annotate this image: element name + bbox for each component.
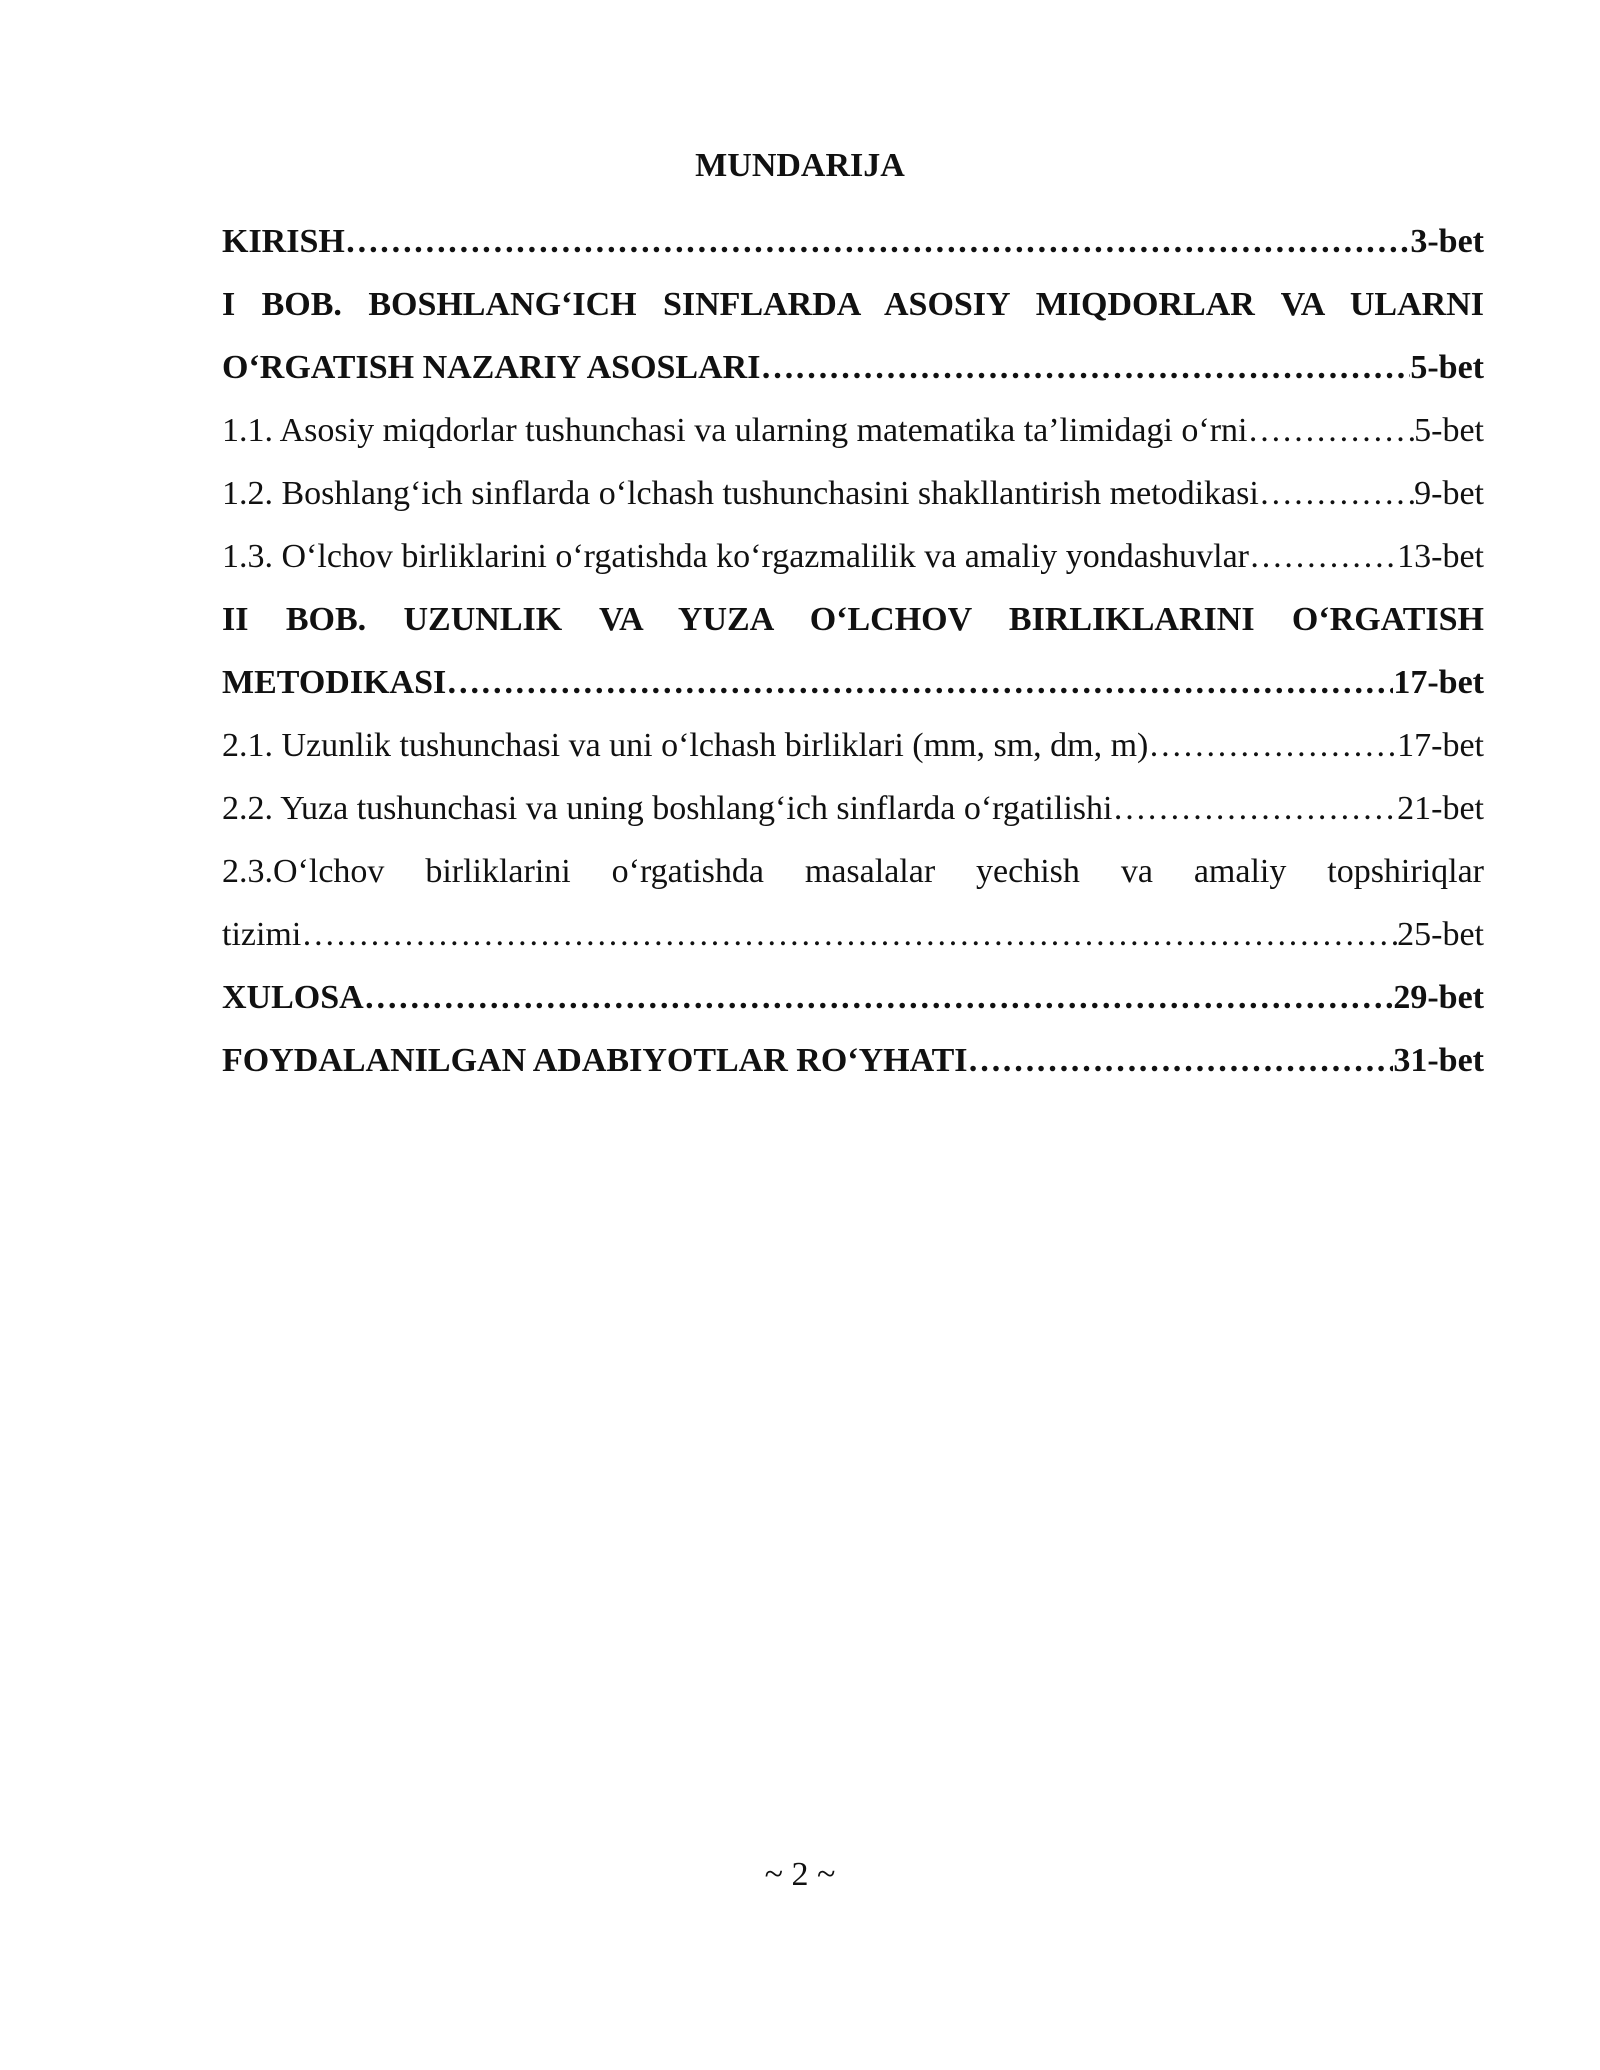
toc-page-number: 9-bet [1414,475,1484,512]
leader-dots [364,966,1394,1029]
toc-entry-bob1 [222,336,1484,399]
toc-entry-2-3-line1: 2.3.O‘lchov birliklarini o‘rgatishda masalalar yechish va amaliy topshiriqlar [222,853,1484,890]
toc-label: METODIKASI [222,664,447,701]
leader-dots [968,1029,1394,1092]
leader-dots [301,903,1397,966]
toc-page-number: 29-bet [1393,979,1484,1016]
toc-entry-bob1-line1: I BOB. BOSHLANG‘ICH SINFLARDA ASOSIY MIQDORLAR VA ULARNI [222,286,1484,323]
toc-entry-xulosa [222,966,1484,1029]
toc-entry-bob2-line1: II BOB. UZUNLIK VA YUZA O‘LCHOV BIRLIKLARINI O‘RGATISH [222,601,1484,638]
toc-entry-1-1 [222,399,1484,462]
toc-page-number: 31-bet [1393,1042,1484,1079]
page-title: MUNDARIJA [695,147,905,184]
leader-dots [1112,777,1397,840]
toc-label: XULOSA [222,979,364,1016]
leader-dots [345,210,1411,273]
toc-label: 1.3. O‘lchov birliklarini o‘rgatishda ko‘rgazmalilik va amaliy yondashuvlar [222,538,1249,575]
toc-label: 1.1. Asosiy miqdorlar tushunchasi va ularning matematika ta’limidagi o‘rni [222,412,1248,449]
leader-dots [446,651,1393,714]
toc-page-number: 25-bet [1397,916,1484,953]
toc-page-number: 5-bet [1410,349,1484,386]
toc-entry-bob2 [222,651,1484,714]
toc-page-number: 13-bet [1397,538,1484,575]
table-of-contents [222,210,1484,1092]
toc-label: O‘RGATISH NAZARIY ASOSLARI [222,349,761,386]
toc-entry-2-1 [222,714,1484,777]
toc-page-number: 21-bet [1397,790,1484,827]
leader-dots [1247,399,1414,462]
toc-label: 2.1. Uzunlik tushunchasi va uni o‘lchash birliklari (mm, sm, dm, m) [222,727,1149,764]
page-number: ~ 2 ~ [764,1856,836,1893]
toc-label: FOYDALANILGAN ADABIYOTLAR RO‘YHATI [222,1042,968,1079]
toc-entry-2-3 [222,903,1484,966]
toc-entry-kirish [222,210,1484,273]
toc-page-number: 5-bet [1414,412,1484,449]
leader-dots [1259,462,1414,525]
toc-label: 2.2. Yuza tushunchasi va uning boshlang‘ich sinflarda o‘rgatilishi [222,790,1113,827]
toc-entry-1-2 [222,462,1484,525]
toc-page-number: 17-bet [1393,664,1484,701]
toc-label: KIRISH [222,223,345,260]
toc-entry-2-2 [222,777,1484,840]
toc-page-number: 3-bet [1410,223,1484,260]
leader-dots [1249,525,1397,588]
leader-dots [1148,714,1397,777]
toc-entry-1-3 [222,525,1484,588]
toc-entry-adabiyotlar [222,1029,1484,1092]
toc-page-number: 17-bet [1397,727,1484,764]
toc-label: tizimi [222,916,302,953]
leader-dots [760,336,1410,399]
toc-label: 1.2. Boshlang‘ich sinflarda o‘lchash tushunchasini shakllantirish metodikasi [222,475,1259,512]
